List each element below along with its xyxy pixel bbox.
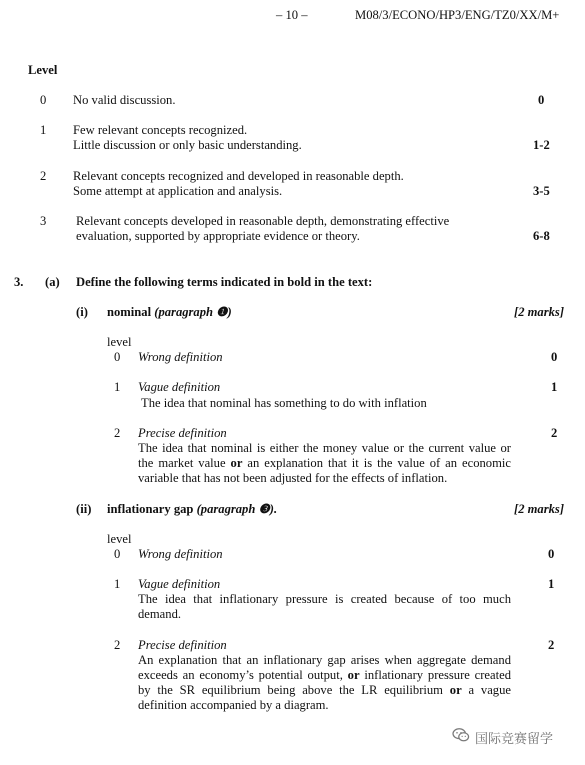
- rubric-level: 2: [114, 638, 121, 652]
- level-marks: 1-2: [533, 138, 550, 152]
- rubric-level: 2: [114, 426, 121, 440]
- level-description: Little discussion or only basic understanding.: [73, 138, 302, 152]
- question-part: (a): [45, 275, 60, 289]
- rubric-title: Precise definition: [138, 426, 227, 440]
- rubric-description: The idea that nominal is either the money value or the current value or the market value or an explanation that it is the value of an economic variable that has not been adjusted for the effects of inflation.: [138, 441, 511, 485]
- level-description: Some attempt at application and analysis.: [73, 184, 283, 198]
- document-code: M08/3/ECONO/HP3/ENG/TZ0/XX/M+: [355, 8, 560, 22]
- term-text: inflationary gap: [107, 502, 194, 516]
- level-marks: 3-5: [533, 184, 550, 198]
- item-numeral: (ii): [76, 502, 92, 516]
- rubric-title: Wrong definition: [138, 547, 223, 561]
- level-description: Relevant concepts developed in reasonable depth, demonstrating effective: [76, 214, 450, 228]
- paragraph-reference: (paragraph ❸).: [196, 502, 278, 516]
- rubric-marks: 2: [548, 638, 555, 652]
- item-term: [107, 502, 277, 517]
- rubric-marks: 1: [551, 380, 558, 394]
- term-text: nominal: [107, 305, 152, 319]
- rubric-marks: 2: [551, 426, 558, 440]
- rubric-title: Vague definition: [138, 577, 221, 591]
- level-description: Relevant concepts recognized and developed in reasonable depth.: [73, 169, 404, 183]
- rubric-marks: 1: [548, 577, 555, 591]
- rubric-level: 0: [114, 547, 121, 561]
- watermark: [452, 726, 572, 748]
- item-numeral: (i): [76, 305, 88, 319]
- rubric-title: Vague definition: [138, 380, 221, 394]
- level-number: 0: [40, 93, 47, 107]
- rubric-description: The idea that nominal has something to do with inflation: [141, 396, 427, 410]
- level-marks: 6-8: [533, 229, 550, 243]
- level-label: level: [107, 532, 132, 546]
- rubric-title: Precise definition: [138, 638, 227, 652]
- paragraph-reference: (paragraph ❶): [154, 305, 232, 319]
- marks-label: [2 marks]: [514, 502, 565, 516]
- level-number: 2: [40, 169, 47, 183]
- wechat-icon: [452, 727, 470, 747]
- rubric-level: 1: [114, 577, 121, 591]
- rubric-description: An explanation that an inflationary gap arises when aggregate demand exceeds an economy’s potential output, or inflationary pressure created by the SR equilibrium being above the LR equilibrium or a vague definition accompanied by a diagram.: [138, 653, 511, 712]
- page-number: – 10 –: [276, 8, 308, 22]
- question-number: 3.: [14, 275, 24, 289]
- rubric-marks: 0: [548, 547, 555, 561]
- rubric-title: Wrong definition: [138, 350, 223, 364]
- question-instruction: Define the following terms indicated in bold in the text:: [76, 275, 373, 289]
- rubric-marks: 0: [551, 350, 558, 364]
- rubric-description: The idea that inflationary pressure is created because of too much demand.: [138, 592, 511, 621]
- level-marks: 0: [538, 93, 545, 107]
- level-description: Few relevant concepts recognized.: [73, 123, 248, 137]
- rubric-level: 0: [114, 350, 121, 364]
- level-description: evaluation, supported by appropriate evidence or theory.: [76, 229, 360, 243]
- rubric-level: 1: [114, 380, 121, 394]
- watermark-text: 国际竞赛留学: [475, 731, 554, 747]
- level-description: No valid discussion.: [73, 93, 176, 107]
- marks-label: [2 marks]: [514, 305, 565, 319]
- level-number: 3: [40, 214, 47, 228]
- level-heading: Level: [28, 63, 58, 77]
- level-number: 1: [40, 123, 47, 137]
- item-term: [107, 305, 232, 320]
- level-label: level: [107, 335, 132, 349]
